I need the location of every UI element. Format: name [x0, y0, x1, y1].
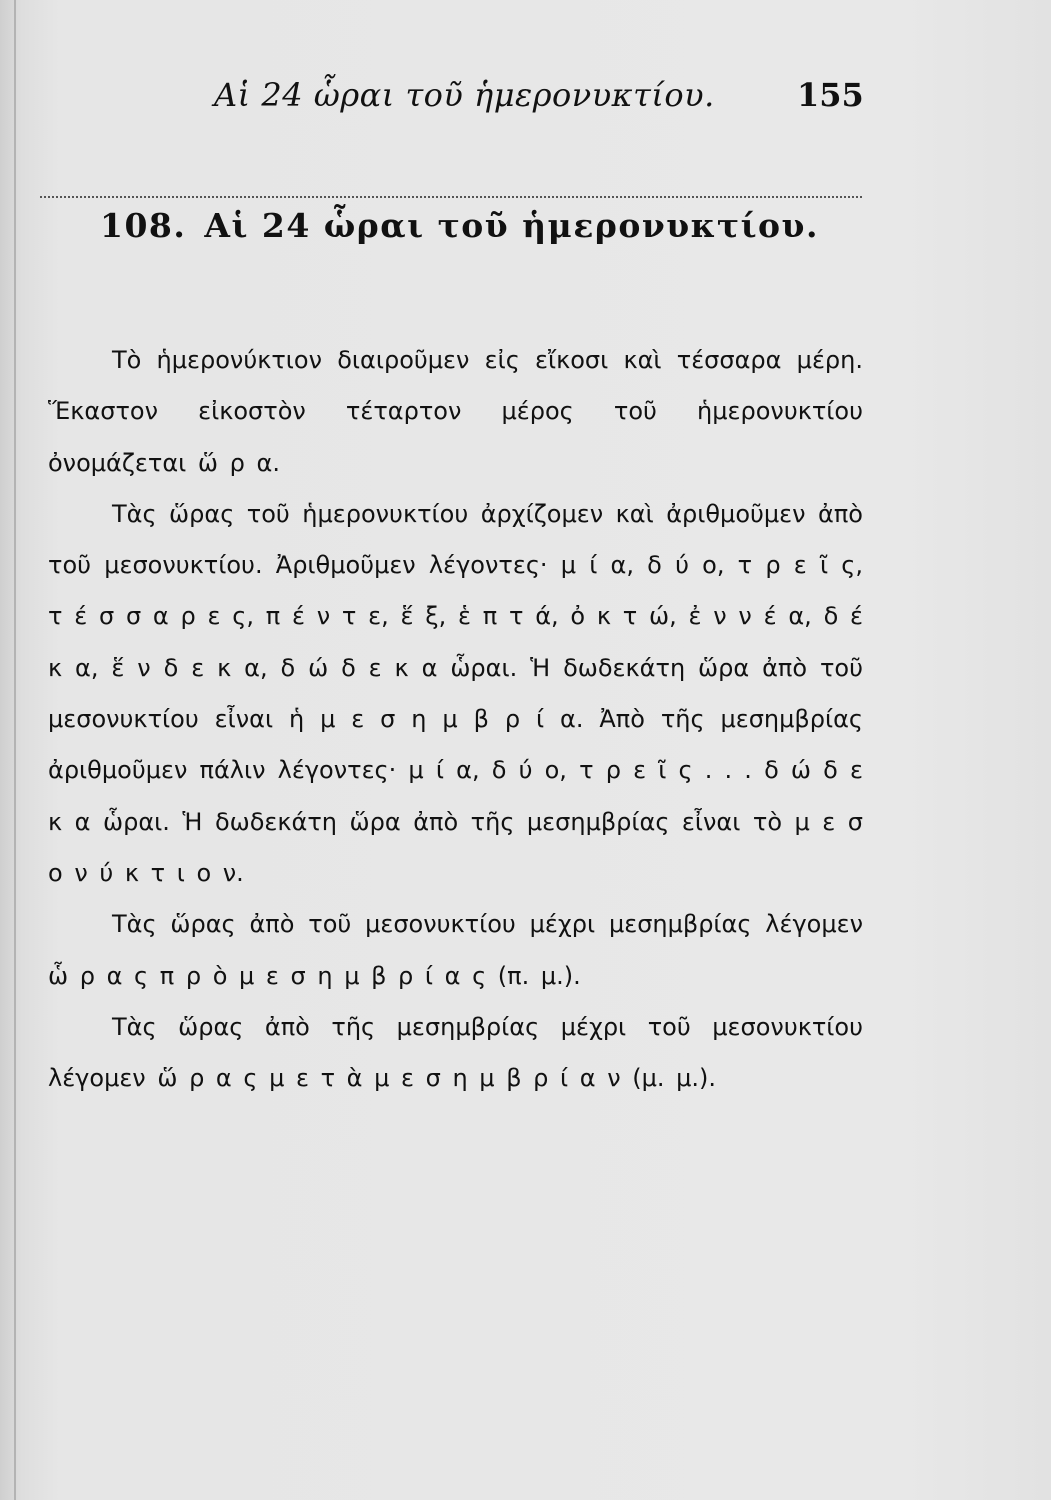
section-number: 108.: [100, 206, 187, 245]
page-header: [0, 70, 1051, 130]
page-number: 155: [797, 76, 864, 114]
paragraph-3: Τὰς ὥρας ἀπὸ τοῦ μεσονυκτίου μέχρι μεσημβρίας λέγομεν ὧ ρ α ς π ρ ὸ μ ε σ η μ β ρ ί α ς (π. μ.).: [48, 910, 863, 990]
body-text: [48, 335, 863, 1104]
header-rule: [40, 196, 862, 198]
paragraph-2: Τὰς ὥρας τοῦ ἡμερονυκτίου ἀρχίζομεν καὶ ἀριθμοῦμεν ἀπὸ τοῦ μεσονυκτίου. Ἀριθμοῦμεν λέγοντες· μ ί α, δ ύ ο, τ ρ ε ῖ ς, τ έ σ σ α ρ ε ς, π έ ν τ ε, ἕ ξ, ἑ π τ ά, ὀ κ τ ώ, ἐ ν ν έ α, δ έ κ α, ἕ ν δ ε κ α, δ ώ δ ε κ α ὧραι. Ἡ δωδεκάτη ὥρα ἀπὸ τοῦ μεσονυκτίου εἶναι ἡ μ ε σ η μ β ρ ί α. Ἀπὸ τῆς μεσημβρίας ἀριθμοῦμεν πάλιν λέγοντες· μ ί α, δ ύ ο, τ ρ ε ῖ ς . . . δ ώ δ ε κ α ὧραι. Ἡ δωδεκάτη ὥρα ἀπὸ τῆς μεσημβρίας εἶναι τὸ μ ε σ ο ν ύ κ τ ι ο ν.: [48, 499, 863, 887]
section-title: Αἱ 24 ὧραι τοῦ ἡμερονυκτίου.: [204, 206, 819, 245]
page-gutter-edge: [14, 0, 16, 1500]
paragraph-1: Τὸ ἡμερονύκτιον διαιροῦμεν εἰς εἴκοσι καὶ τέσσαρα μέρη. Ἕκαστον εἰκοστὸν τέταρτον μέρος τοῦ ἡμερονυκτίου ὀνομάζεται ὥ ρ α.: [48, 346, 863, 477]
running-title: Αἱ 24 ὧραι τοῦ ἡμερονυκτίου.: [214, 76, 715, 114]
section-heading: [100, 206, 819, 245]
paragraph-4: Τὰς ὥρας ἀπὸ τῆς μεσημβρίας μέχρι τοῦ μεσονυκτίου λέγομεν ὥ ρ α ς μ ε τ ὰ μ ε σ η μ β ρ ί α ν (μ. μ.).: [48, 1012, 863, 1093]
